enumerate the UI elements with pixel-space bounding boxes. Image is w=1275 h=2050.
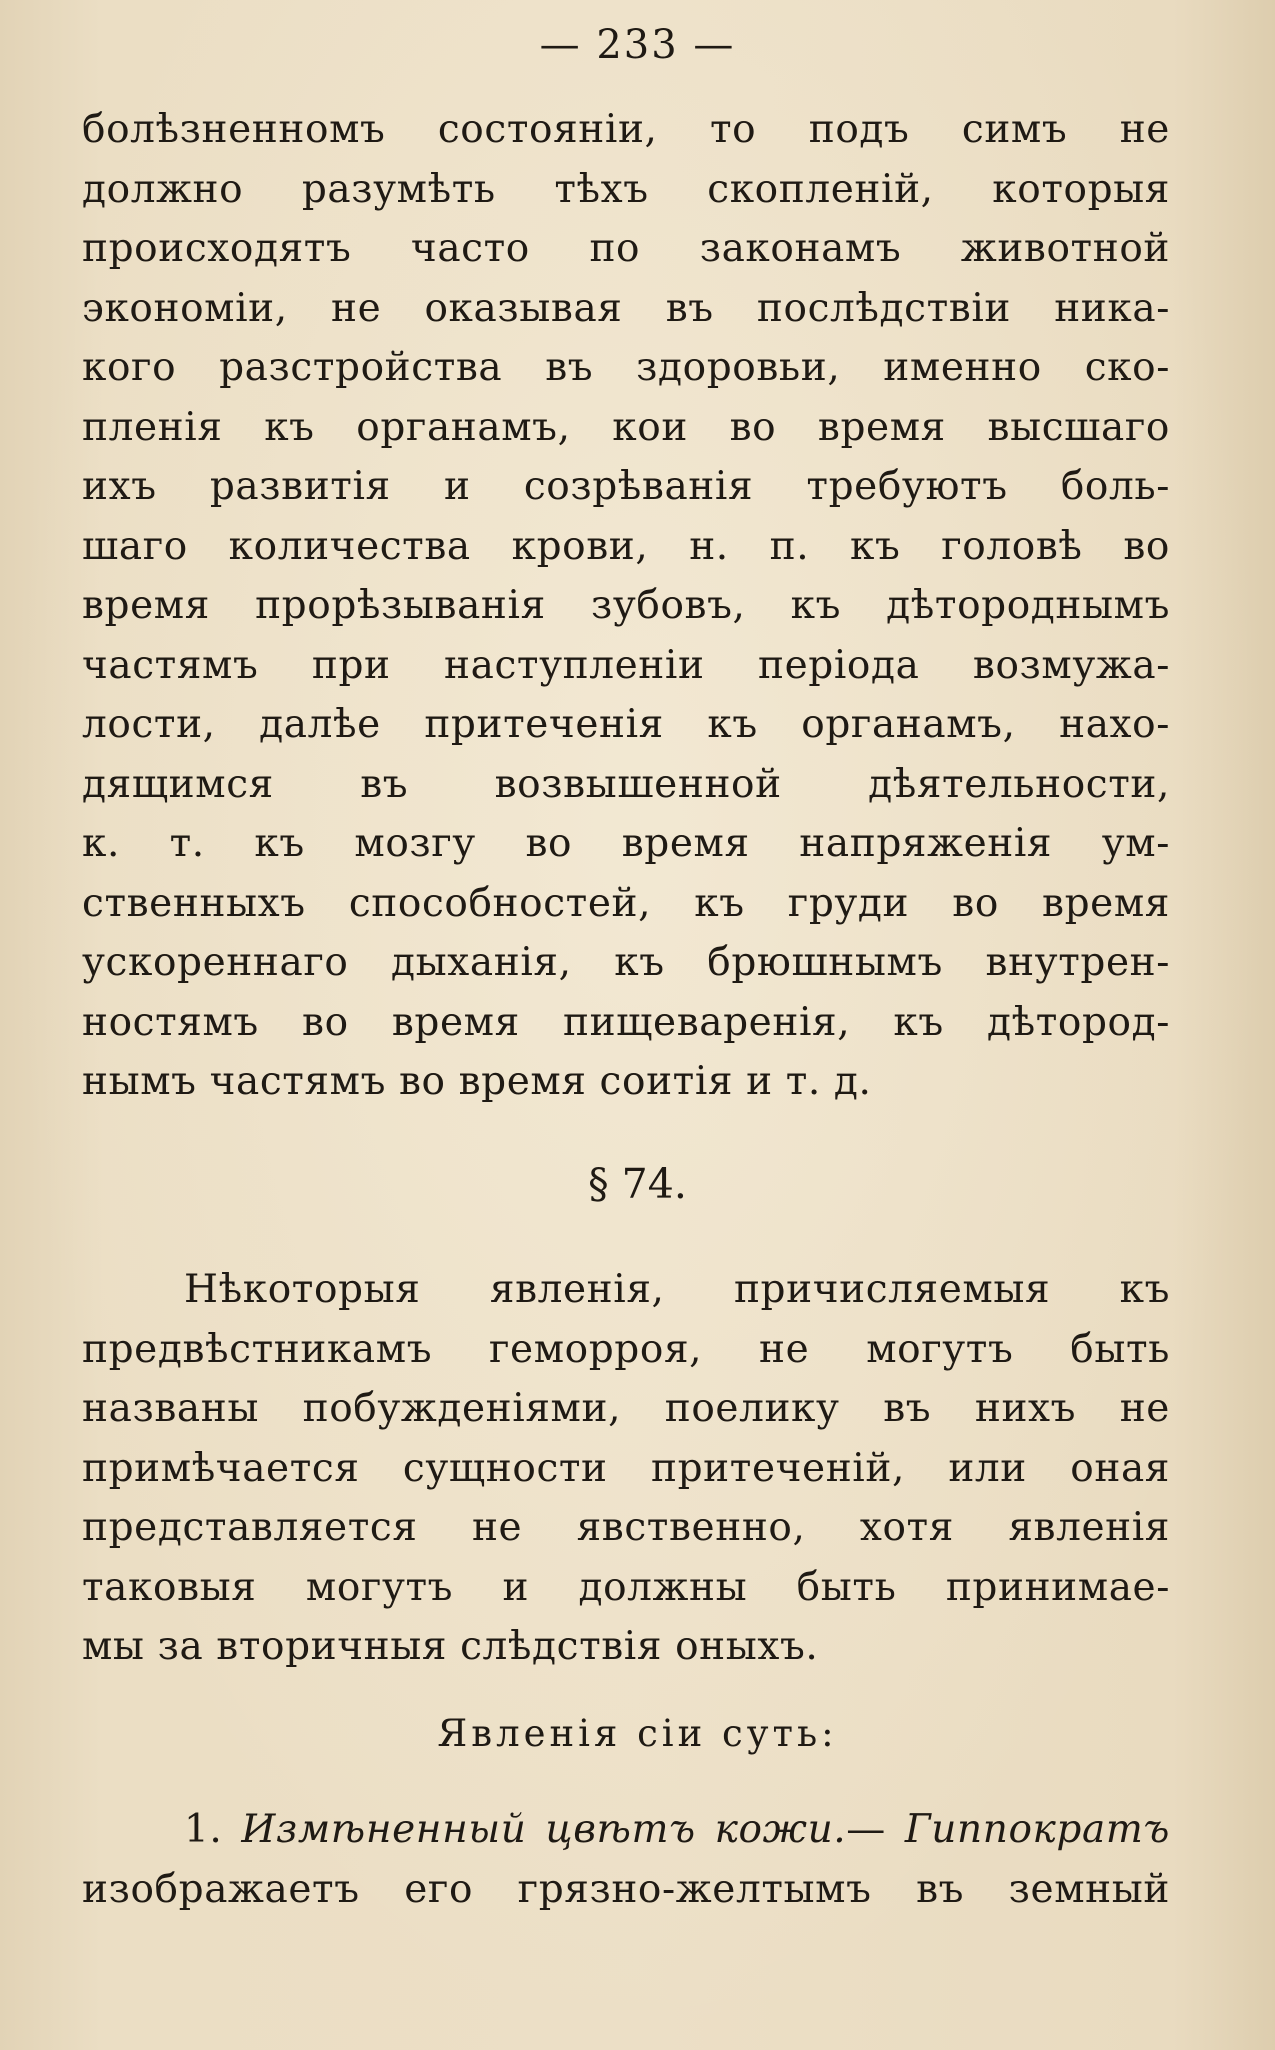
text-line: ственныхъ способностей, къ груди во время [82, 880, 1170, 926]
text-line: представляется не явственно, хотя явленiя [82, 1505, 1170, 1550]
dash: — [846, 1807, 886, 1852]
text-line: таковыя могутъ и должны быть принимае- [82, 1564, 1170, 1610]
text-line: пленiя къ органамъ, кои во время высшаго [82, 404, 1170, 450]
text-line: изображаетъ его грязно-желтымъ въ земный [82, 1866, 1170, 1912]
text-line: названы побужденiями, поелику въ нихъ не [82, 1386, 1170, 1431]
text-line: к. т. къ мозгу во время напряженiя ум- [82, 821, 1170, 866]
text-line: должно разумѣть тѣхъ скопленiй, которыя [82, 166, 1170, 212]
text-line: мы за вторичныя слѣдствiя оныхъ. [82, 1624, 819, 1669]
text-line: кого разстройства въ здоровьи, именно ско- [82, 345, 1170, 390]
text-line: частямъ при наступленiи перiода возмужа- [82, 642, 1170, 688]
section-heading: § 74. [588, 1160, 687, 1208]
text-line: ускореннаго дыханiя, къ брюшнымъ внутрен- [82, 940, 1170, 985]
page-number: — 233 — [539, 22, 736, 68]
paragraph-section-74 [82, 1260, 1170, 1677]
subheading: Явленiя сiи суть: [437, 1712, 838, 1755]
text-line: время прорѣзыванiя зубовъ, къ дѣтороднымъ [82, 583, 1170, 628]
text-line: экономiи, не оказывая въ послѣдствiи ника- [82, 285, 1170, 331]
item-title: Измѣненный цвѣтъ кожи. [241, 1807, 847, 1852]
text-line: происходятъ часто по законамъ животной [82, 226, 1170, 271]
item-number: 1. [184, 1807, 223, 1852]
text-line: лости, далѣе притеченiя къ органамъ, нахо- [82, 702, 1170, 747]
text-line: ностямъ во время пищеваренiя, къ дѣтород- [82, 999, 1170, 1045]
text-line: ихъ развитiя и созрѣванiя требуютъ боль- [82, 464, 1170, 509]
text-line: дящимся въ возвышенной дѣятельности, [82, 761, 1170, 807]
text-line: примѣчается сущности притеченiй, или оная [82, 1445, 1170, 1491]
text-line: нымъ частямъ во время соитiя и т. д. [82, 1059, 872, 1104]
text-line: шаго количества крови, н. п. къ головѣ во [82, 523, 1170, 569]
text-line: Нѣкоторыя явленiя, причисляемыя къ [184, 1267, 1170, 1312]
numbered-item [82, 1800, 1170, 1919]
paragraph-continued [82, 100, 1170, 1112]
author-name: Гиппократъ [904, 1807, 1171, 1852]
text-line [82, 1800, 1170, 1860]
text-line: предвѣстникамъ геморроя, не могутъ быть [82, 1326, 1170, 1372]
text-line: болѣзненномъ состоянiи, то подъ симъ не [82, 107, 1170, 152]
